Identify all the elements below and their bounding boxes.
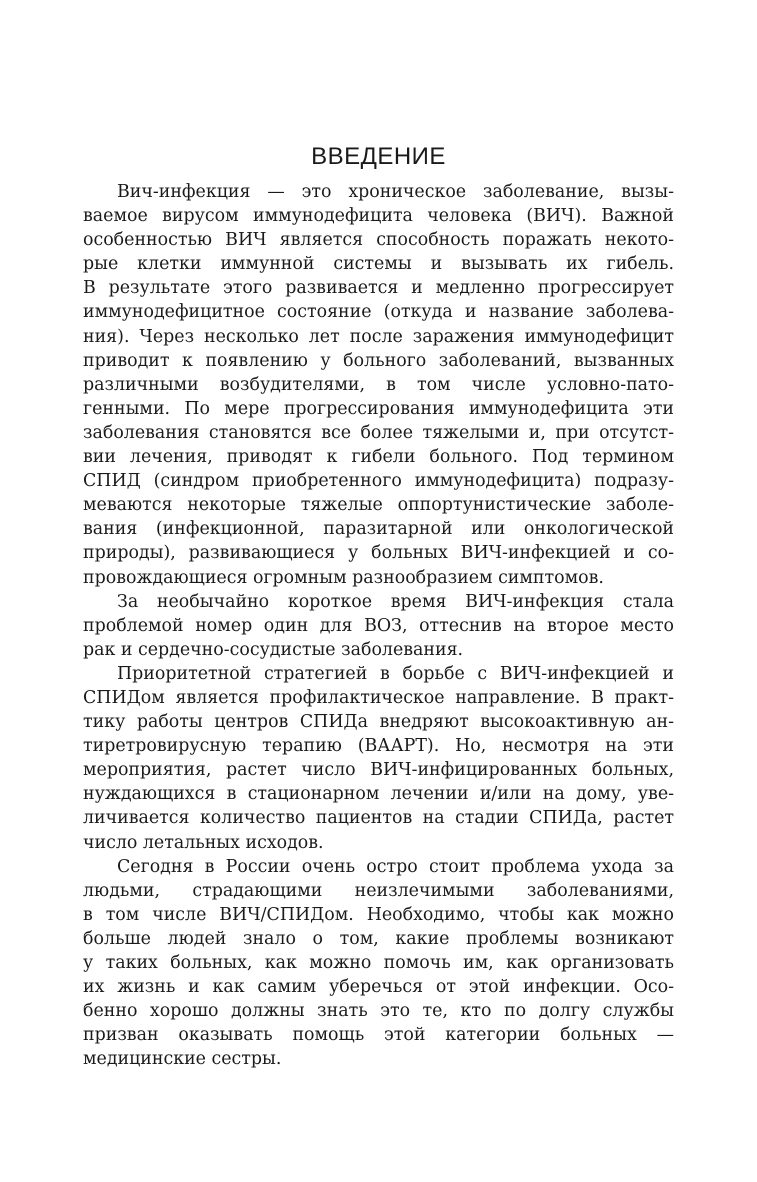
chapter-body [83, 180, 674, 1071]
text-line: генными. По мере прогрессирования иммунодефицита эти [83, 398, 674, 419]
text-line: природы), развивающиеся у больных ВИЧ-инфекцией и со- [83, 543, 674, 564]
text-line: вии лечения, приводят к гибели больного. Под термином [83, 447, 674, 468]
text-line: меваются некоторые тяжелые оппортунистические заболе- [83, 495, 674, 516]
text-line: мероприятия, растет число ВИЧ-инфицированных больных, [83, 760, 674, 781]
chapter-title: ВВЕДЕНИЕ [311, 143, 446, 170]
text-line: Сегодня в России очень остро стоит проблема ухода за [117, 856, 674, 877]
text-line: В результате этого развивается и медленно прогрессирует [83, 278, 674, 299]
text-line: призван оказывать помощь этой категории больных — [83, 1025, 674, 1046]
text-line: Приоритетной стратегией в борьбе с ВИЧ-инфекцией и [117, 663, 674, 684]
text-line: различными возбудителями, в том числе условно-пато- [83, 374, 674, 395]
text-line: рые клетки иммунной системы и вызывать их гибель. [83, 254, 674, 275]
text-line: проблемой номер один для ВОЗ, оттеснив на второе место [83, 615, 674, 636]
text-line: нуждающихся в стационарном лечении и/или на дому, уве- [83, 784, 674, 805]
text-line: людьми, страдающими неизлечимыми заболеваниями, [83, 880, 674, 901]
text-line: СПИДом является профилактическое направление. В практ- [83, 687, 674, 708]
paragraph [83, 590, 674, 662]
text-line: Вич-инфекция — это хроническое заболевание, вызы- [117, 182, 674, 202]
text-line: число летальных исходов. [83, 832, 324, 853]
text-line: бенно хорошо должны знать это те, кто по долгу службы [83, 1001, 674, 1022]
text-line: тику работы центров СПИДа внедряют высокоактивную ан- [83, 712, 674, 733]
text-line: у таких больных, как можно помочь им, как организовать [83, 953, 674, 973]
paragraph [83, 662, 674, 855]
text-line: больше людей знало о том, какие проблемы возникают [83, 928, 674, 949]
text-line: иммунодефицитное состояние (откуда и название заболева- [83, 302, 674, 323]
text-line: заболевания становятся все более тяжелыми и, при отсутст- [83, 422, 674, 443]
text-line: вания (инфекционной, паразитарной или онкологической [83, 519, 674, 540]
text-line: ния). Через несколько лет после заражения иммунодефицит [83, 326, 674, 347]
text-line: ваемое вирусом иммунодефицита человека (ВИЧ). Важной [83, 206, 674, 227]
text-line: медицинские сестры. [83, 1049, 282, 1070]
text-line: особенностью ВИЧ является способность поражать некото- [83, 230, 674, 251]
book-page [83, 0, 674, 1071]
text-line: тиретровирусную терапию (ВААРТ). Но, несмотря на эти [83, 736, 674, 757]
text-line: За необычайно короткое время ВИЧ-инфекция стала [117, 591, 674, 612]
text-line: рак и сердечно-сосудистые заболевания. [83, 639, 464, 660]
text-line: личивается количество пациентов на стадии СПИДа, растет [83, 808, 674, 829]
text-line: приводит к появлению у больного заболеваний, вызванных [83, 350, 674, 371]
text-line: их жизнь и как самим уберечься от этой инфекции. Осо- [83, 977, 674, 998]
paragraph [83, 180, 674, 590]
paragraph [83, 855, 674, 1072]
text-line: провождающиеся огромным разнообразием симптомов. [83, 567, 604, 588]
text-line: СПИД (синдром приобретенного иммунодефицита) подразу- [83, 471, 674, 492]
text-line: в том числе ВИЧ/СПИДом. Необходимо, чтобы как можно [83, 904, 674, 925]
